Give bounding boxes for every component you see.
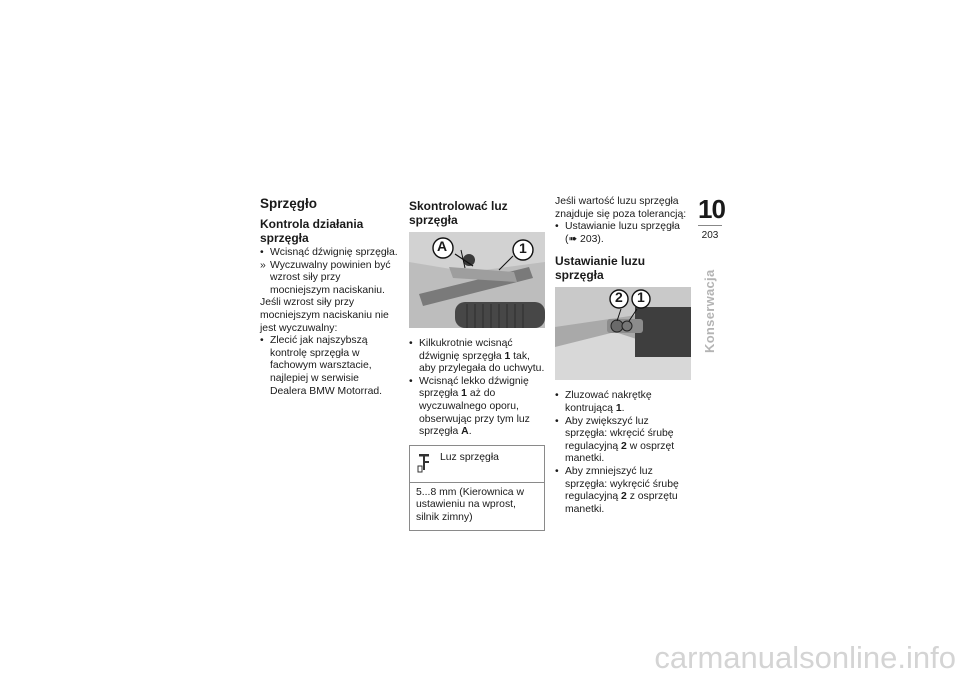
clutch-lever-photo: [409, 232, 545, 328]
bullet-marker: •: [555, 415, 559, 427]
bullet-marker: •: [409, 338, 413, 349]
list-item-text: Zlecić jak najszybszą kontrolę sprzęgła w fachowym warsztacie, najlepiej w serwisie Dealera BMW Motorrad.: [270, 335, 383, 397]
section-title: Sprzęgło: [260, 196, 318, 211]
paragraph: Jeśli wartość luzu sprzęgła znajduje się poza tolerancją:: [555, 196, 687, 220]
chapter-number: 10: [698, 194, 725, 224]
reference-number: 1: [615, 402, 622, 414]
list-item-text: tak, aby przylegała do uchwytu.: [419, 350, 545, 375]
list-item: [555, 466, 692, 516]
list-item: [555, 221, 692, 246]
column-clutch-play-check: [409, 196, 545, 531]
bullet-marker: •: [555, 390, 559, 402]
list-item-text: .: [468, 426, 472, 438]
photo-label-1: 1: [637, 289, 645, 306]
subsection-heading-adjust: Ustawianie luzu sprzęgła: [555, 254, 646, 283]
list-item-text: z osprzętu manetki.: [565, 491, 678, 515]
page-number: 203: [698, 225, 722, 242]
spec-value: 5...8 mm (Kierownica w ustawieniu na wprost, silnik zimny): [416, 486, 524, 523]
instruction-list: [260, 247, 398, 297]
list-item: [260, 247, 398, 260]
adjuster-illustration: [555, 287, 691, 380]
subsection-heading-play-check: Skontrolować luz sprzęgła: [409, 199, 508, 227]
reference-number: 2: [621, 440, 627, 452]
page-reference-link[interactable]: (➠ 203).: [565, 233, 604, 245]
bullet-marker: •: [555, 465, 559, 477]
paragraph: Jeśli wzrost siły przy mocniejszym naciskaniu nie jest wyczuwalny:: [260, 297, 389, 334]
adjuster-photo: [555, 287, 691, 380]
list-item: [555, 416, 692, 466]
list-item-text: Aby zmniejszyć luz sprzęgła: wykręcić śrubę regulacyjną: [565, 465, 679, 503]
instruction-list: [555, 221, 692, 246]
list-item-text: .: [621, 402, 625, 414]
reference-number: 2: [621, 491, 627, 503]
list-item-text: Ustawianie luzu sprzęgła: [565, 221, 680, 233]
photo-label-1: 1: [519, 240, 527, 256]
bullet-marker: •: [409, 375, 413, 387]
spec-header: [410, 446, 544, 483]
reference-number: 1: [504, 350, 511, 362]
list-item-text: Wcisnąć dźwignię sprzęgła.: [270, 247, 398, 258]
spec-box: [409, 445, 545, 531]
subsection-heading-check: Kontrola działania sprzęgła: [260, 217, 364, 245]
list-item-text: Wyczuwalny powinien być wzrost siły przy mocniejszym naciskaniu.: [270, 259, 391, 296]
list-item: [260, 335, 398, 398]
chapter-tab: [698, 194, 725, 242]
list-item-text: aż do wyczuwalnego oporu, obserwując przy tym luz sprzęgła: [419, 388, 530, 438]
list-item: [260, 260, 398, 298]
bullet-marker: •: [260, 247, 264, 258]
list-item: [409, 376, 545, 439]
instruction-list: [260, 335, 398, 398]
list-item: [409, 338, 545, 376]
list-item-text: Aby zwiększyć luz sprzęgła: wkręcić śrubę regulacyjną: [565, 415, 674, 452]
watermark-text: carmanualsonline.info: [654, 640, 956, 675]
list-item-text: w osprzęt manetki.: [565, 440, 675, 465]
spec-label: Luz sprzęgła: [440, 451, 499, 463]
reference-number: 1: [461, 388, 467, 400]
reference-letter: A: [461, 426, 469, 438]
section-side-label: Konserwacja: [702, 269, 717, 353]
list-item: [555, 390, 692, 415]
bullet-marker: •: [260, 335, 264, 347]
instruction-list: [555, 390, 692, 516]
instruction-list: [409, 338, 545, 439]
column-clutch-check: [260, 196, 398, 398]
result-marker: »: [260, 259, 266, 271]
photo-label-2: 2: [615, 289, 623, 306]
column-clutch-adjust: [555, 196, 692, 516]
caliper-icon: [416, 452, 434, 474]
list-item-text: Zluzować nakrętkę kontrującą: [565, 390, 652, 414]
list-item-text: Kilkukrotnie wcisnąć dźwignię sprzęgła: [419, 338, 513, 362]
photo-label-a: A: [437, 238, 448, 254]
list-item-text: Wcisnąć lekko dźwignię sprzęgła: [419, 375, 529, 400]
bullet-marker: •: [555, 221, 559, 233]
